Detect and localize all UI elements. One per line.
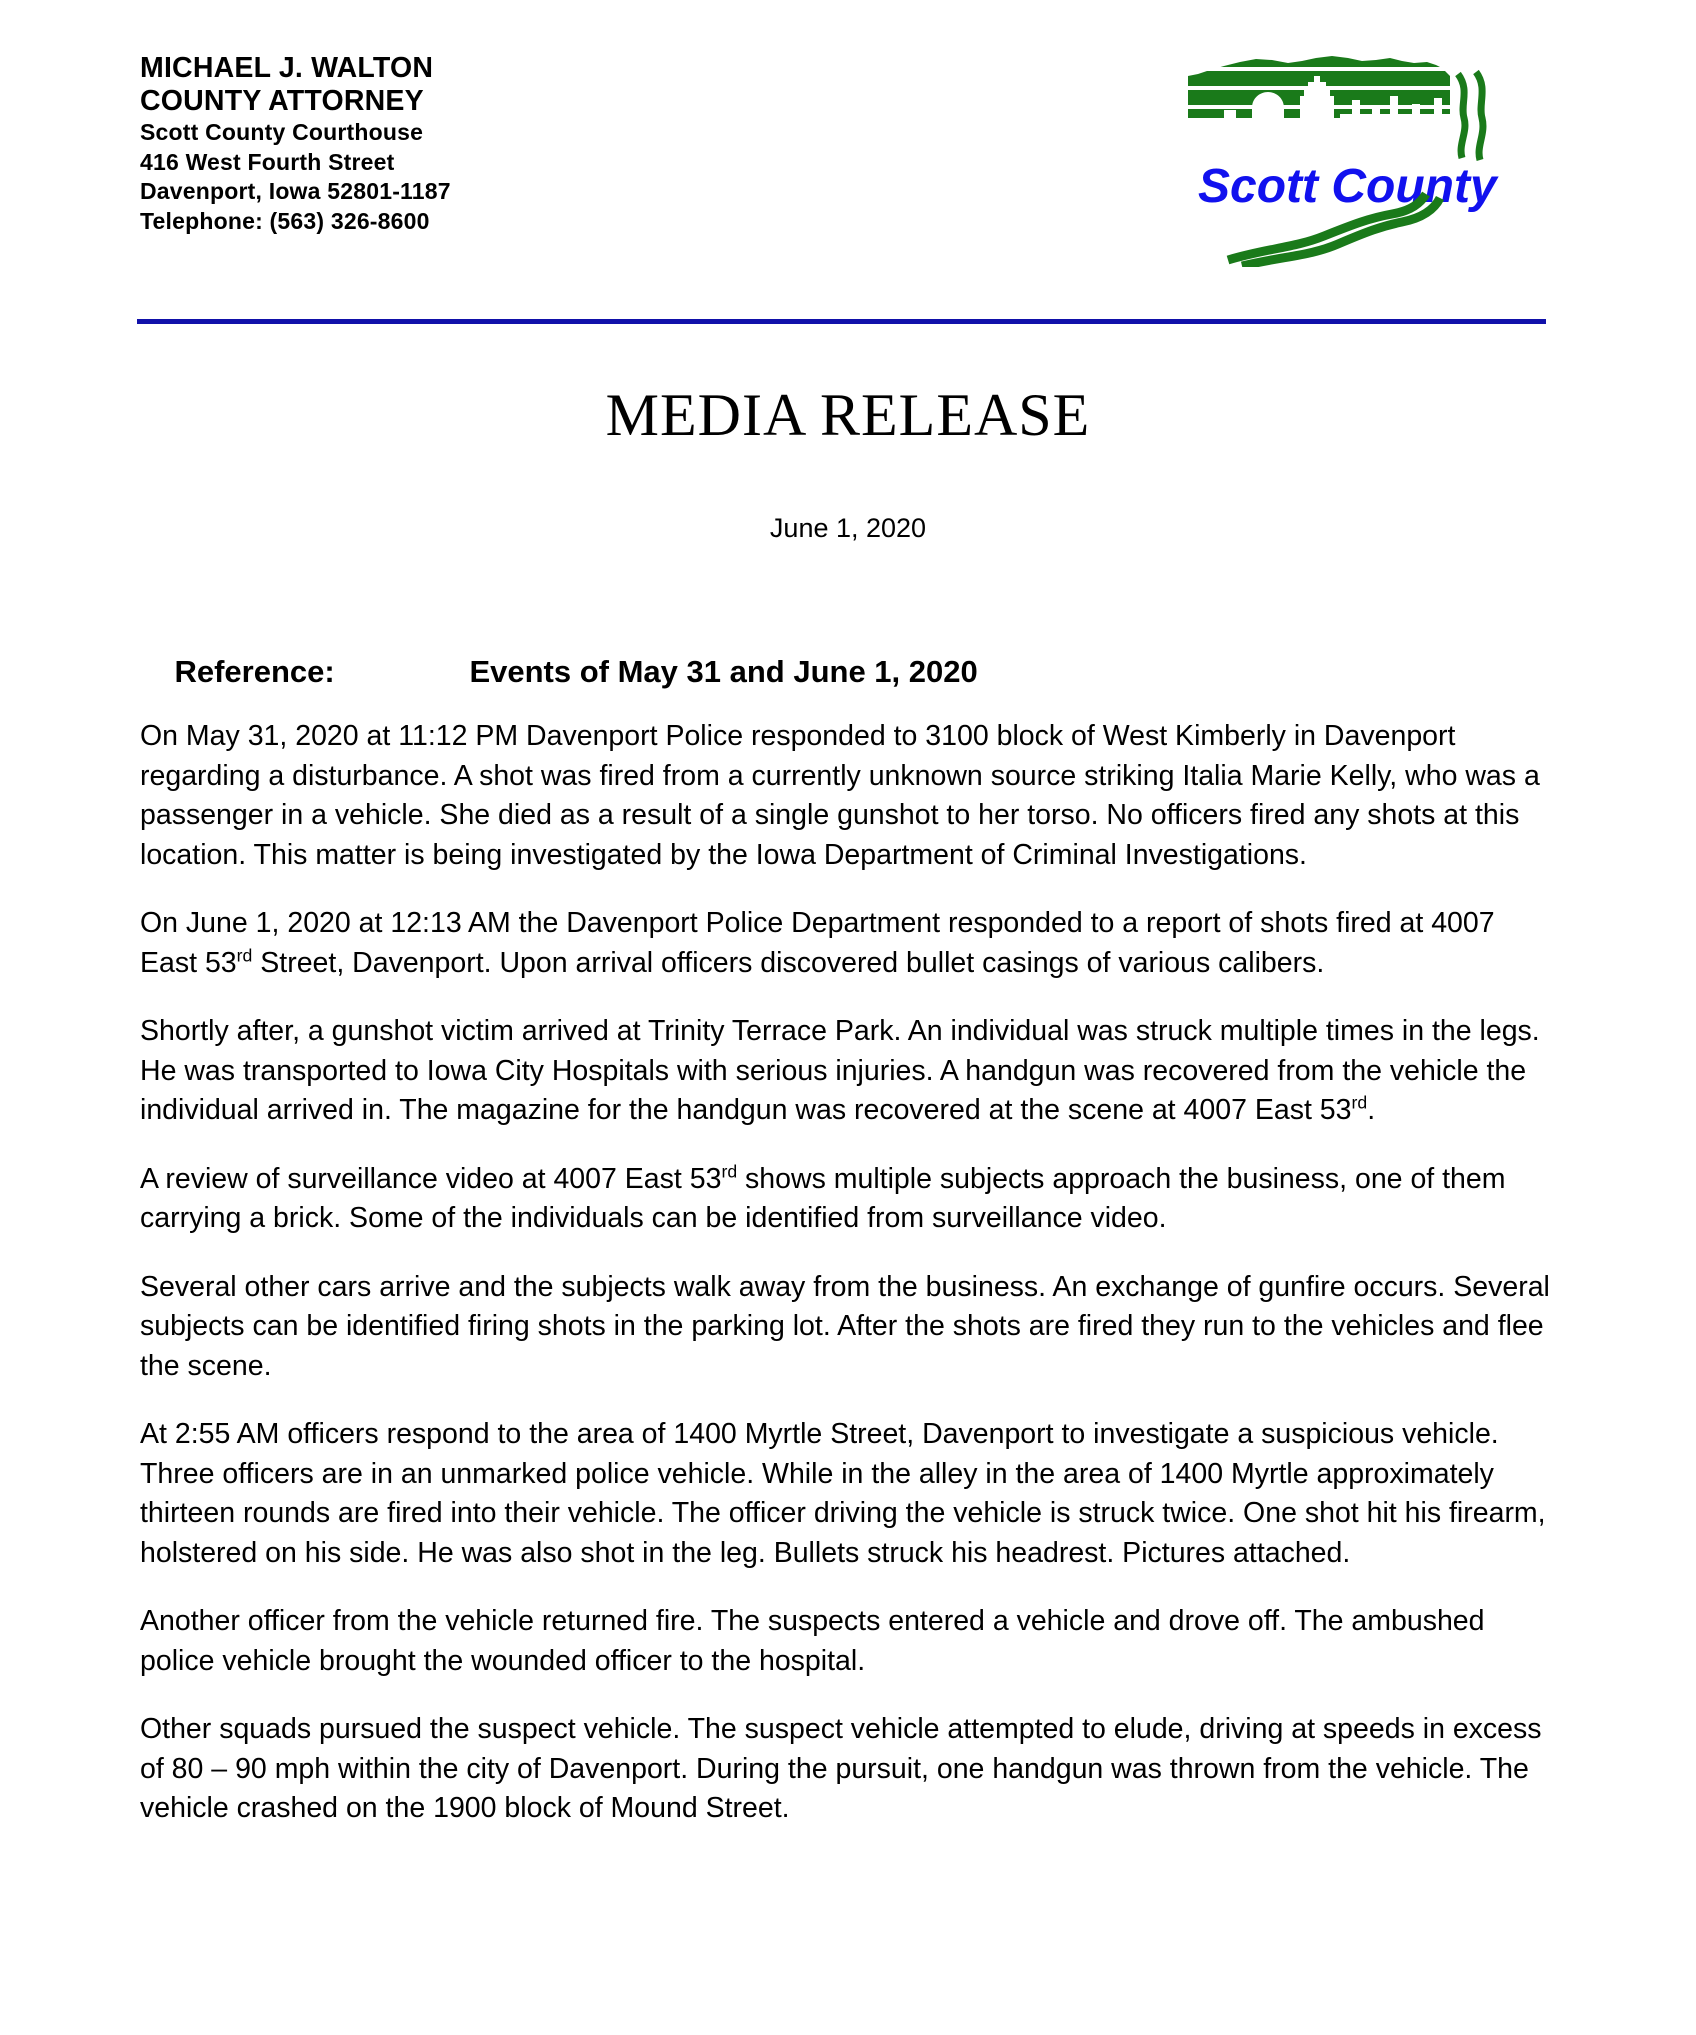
paragraph-5: Several other cars arrive and the subjects walk away from the business. An exchange of gunfire occurs. Several subjects can be identified firing shots in the parking lot. After the shots are fired they run to the vehicles and flee the scene. — [140, 1270, 1550, 1382]
paragraph-6: At 2:55 AM officers respond to the area of 1400 Myrtle Street, Davenport to investigate a suspicious vehicle. Three officers are in an unmarked police vehicle. While in the alley in the area of 1400 Myrtle approximately thirteen rounds are fired into their vehicle. The officer driving the vehicle is struck twice. One shot hit his firearm, holstered on his side. He was also shot in the leg. Bullets struck his headrest. Pictures attached. — [140, 1418, 1546, 1569]
paragraph-7: Another officer from the vehicle returned fire. The suspects entered a vehicle and drove off. The ambushed police vehicle brought the wounded officer to the hospital. — [140, 1605, 1485, 1677]
body-text — [140, 717, 1552, 1858]
ordinal-suffix: rd — [721, 1161, 738, 1181]
attorney-name: MICHAEL J. WALTON — [140, 52, 434, 84]
river-lines-right — [1458, 72, 1483, 160]
header-divider — [137, 319, 1546, 324]
paragraph-2 — [140, 904, 1552, 983]
attorney-title: COUNTY ATTORNEY — [140, 85, 424, 117]
paragraph-3-part-a: Shortly after, a gunshot victim arrived at Trinity Terrace Park. An individual was struck multiple times in the legs. He was transported to Iowa City Hospitals with serious injuries. A handgun was recovered from the vehicle the individual arrived in. The magazine for the handgun was recovered at the scene at 4007 East 53 — [140, 1015, 1540, 1126]
paragraph-3 — [140, 1012, 1552, 1131]
letterhead — [140, 52, 840, 236]
city-state-zip: Davenport, Iowa 52801-1187 — [140, 178, 451, 204]
logo-wordmark: Scott County — [1198, 160, 1497, 213]
paragraph-4 — [140, 1160, 1552, 1239]
ordinal-suffix: rd — [236, 945, 253, 965]
reference-label: Reference: — [174, 654, 335, 689]
reference-value: Events of May 31 and June 1, 2020 — [469, 654, 978, 689]
paragraph-2-part-b: Street, Davenport. Upon arrival officers discovered bullet casings of various calibers. — [252, 946, 1325, 979]
ordinal-suffix: rd — [1351, 1092, 1368, 1113]
page-title: MEDIA RELEASE — [605, 382, 1091, 448]
paragraph-1: On May 31, 2020 at 11:12 PM Davenport Police responded to 3100 block of West Kimberly in Davenport regarding a disturbance. A shot was fired from a currently unknown source striking Italia Marie Kelly, who was a passenger in a vehicle. She died as a result of a single gunshot to her torso. No officers fired any shots at this location. This matter is being investigated by the Iowa Department of Criminal Investigations. — [140, 720, 1540, 871]
paragraph-3-part-b: . — [1367, 1094, 1376, 1126]
paragraph-4-part-a: A review of surveillance video at 4007 East 53 — [140, 1162, 722, 1195]
paragraph-2-part-a: On June 1, 2020 at 12:13 AM the Davenport Police Department responded to a report of shots fired at 4007 East 53 — [140, 907, 1495, 979]
street-address: 416 West Fourth Street — [140, 148, 395, 175]
reference-line — [140, 615, 978, 729]
courthouse-name: Scott County Courthouse — [140, 119, 424, 145]
scott-county-logo — [1184, 52, 1532, 267]
release-date: June 1, 2020 — [769, 513, 927, 543]
scott-county-logo-icon — [1184, 52, 1532, 267]
paragraph-8: Other squads pursued the suspect vehicle. The suspect vehicle attempted to elude, driving at speeds in excess of 80 – 90 mph within the city of Davenport. During the pursuit, one handgun was thrown from the vehicle. The vehicle crashed on the 1900 block of Mound Street. — [140, 1713, 1542, 1824]
paragraph-4-part-b: shows multiple subjects approach the business, one of them carrying a brick. Some of the individuals can be identified from surveillance video. — [140, 1162, 1506, 1234]
telephone: Telephone: (563) 326-8600 — [140, 207, 430, 234]
